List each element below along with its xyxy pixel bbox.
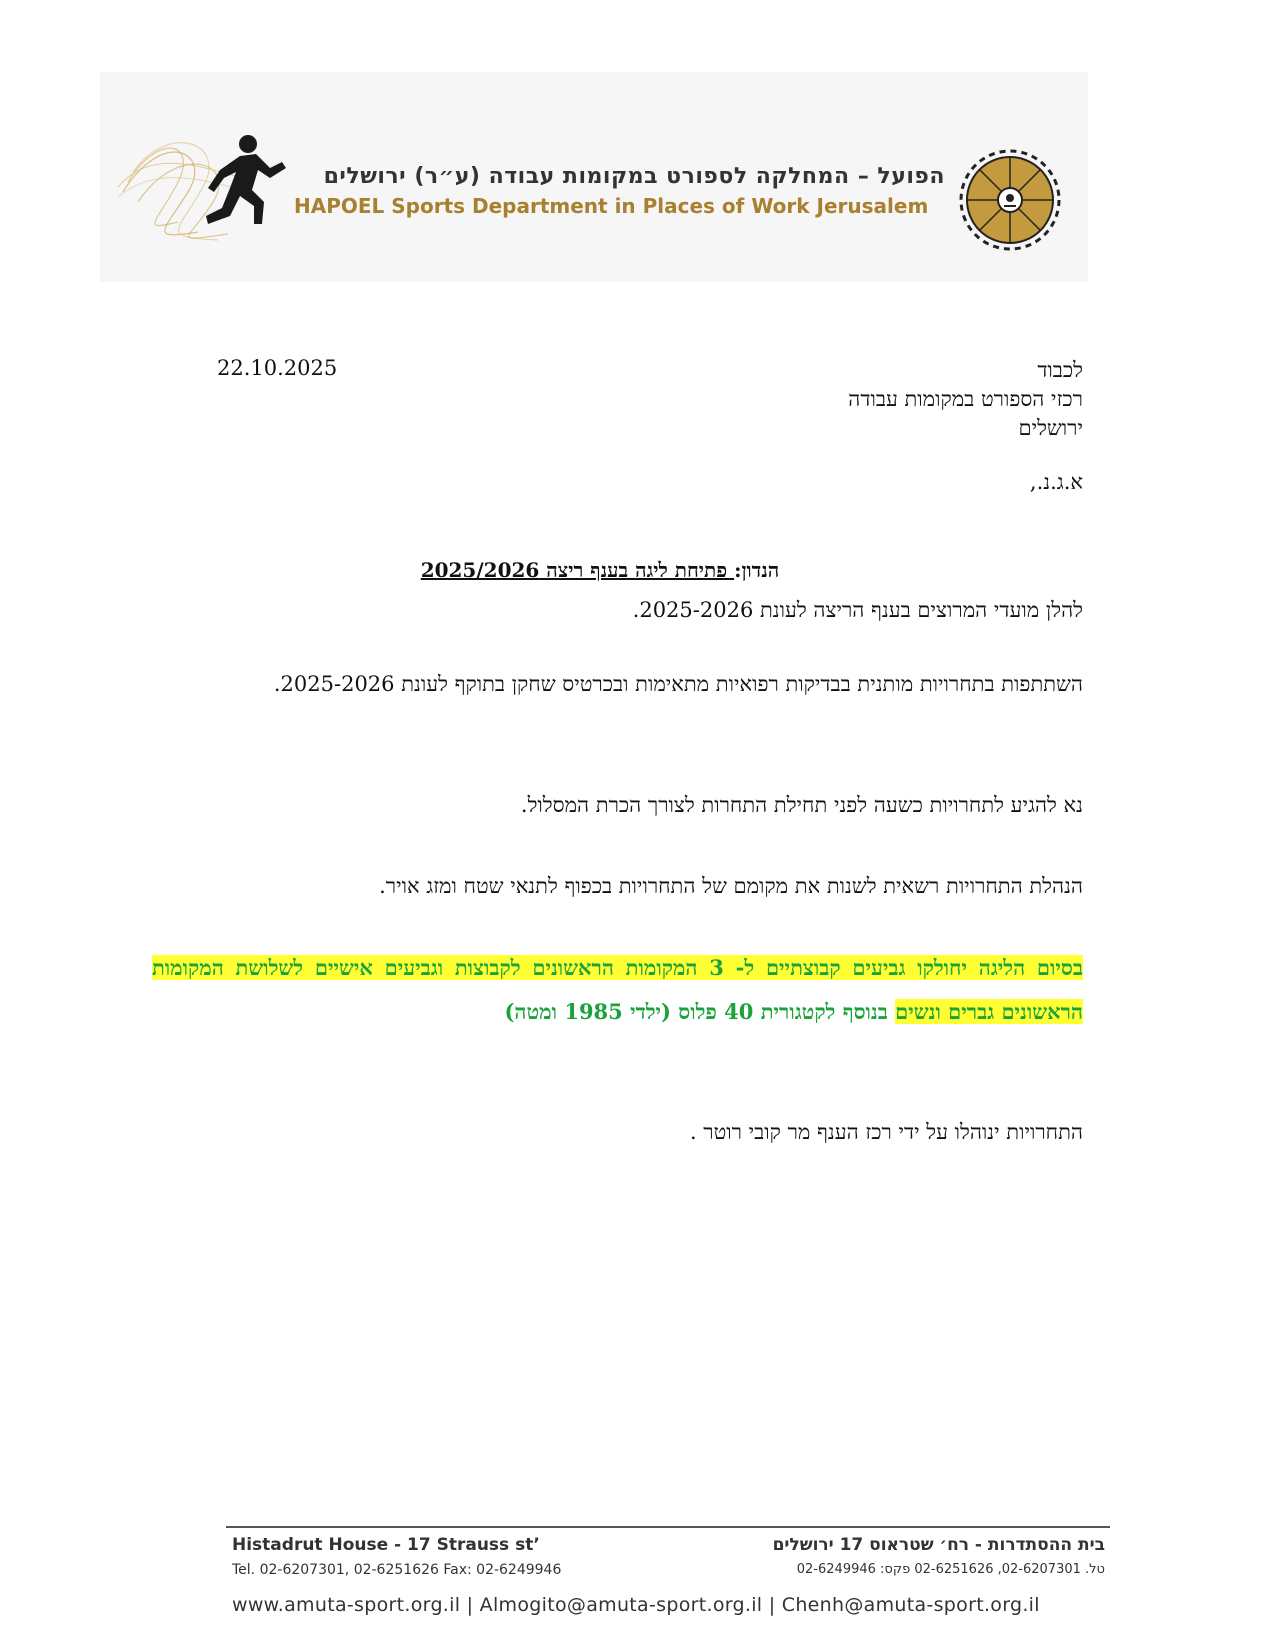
greeting: א.ג.נ., bbox=[1029, 470, 1083, 494]
paragraph-venue-change: הנהלת התחרויות רשאית לשנות את מקומם של התחרויות בכפוף לתנאי שטח ומזג אויר. bbox=[379, 874, 1083, 898]
runner-logo-icon bbox=[178, 132, 290, 244]
addressee-line: רכזי הספורט במקומות עבודה bbox=[848, 387, 1083, 411]
letter-date: 22.10.2025 bbox=[217, 356, 338, 380]
footer-phones-hebrew: טל. 02-6207301, 02-6251626 פקס: 02-6249946 bbox=[796, 1562, 1105, 1577]
subject-text: פתיחת ליגה בענף ריצה 2025/2026 bbox=[420, 558, 735, 582]
paragraph-trophies bbox=[152, 946, 1083, 1034]
paragraph-eligibility: השתתפות בתחרויות מותנית בבדיקות רפואיות מתאימות ובכרטיס שחקן בתוקף לעונת 2025-2026. bbox=[273, 672, 1083, 696]
header-title-english: HAPOEL Sports Department in Places of Work Jerusalem bbox=[294, 194, 929, 218]
hapoel-seal-icon bbox=[958, 148, 1062, 252]
addressee-block bbox=[848, 356, 1083, 443]
paragraph-schedule: להלן מועדי המרוצים בענף הריצה לעונת 2025-2026. bbox=[632, 598, 1083, 622]
footer-address-english: Histadrut House - 17 Strauss st’ bbox=[232, 1535, 540, 1555]
subject-prefix: הנדון: bbox=[734, 558, 780, 582]
footer-web-links[interactable]: www.amuta-sport.org.il | Almogito@amuta-sport.org.il | Chenh@amuta-sport.org.il bbox=[232, 1594, 1040, 1616]
addressee-line: לכבוד bbox=[1037, 358, 1083, 382]
addressee-line: ירושלים bbox=[1018, 416, 1083, 440]
trophies-category: בנוסף לקטגורית 40 פלוס (ילדי 1985 ומטה) bbox=[504, 999, 896, 1024]
footer-address-hebrew: בית ההסתדרות - רח׳ שטראוס 17 ירושלים bbox=[772, 1535, 1105, 1555]
subject-line bbox=[300, 558, 900, 583]
paragraph-arrival: נא להגיע לתחרויות כשעה לפני תחילת התחרות לצורך הכרת המסלול. bbox=[520, 793, 1083, 817]
trophies-highlight: בסיום הליגה יחולקו גביעים קבוצתיים ל- 3 המקומות הראשונים לקבוצות וגביעים אישיים לשלושת המקומות הראשונים גברים ונשים bbox=[152, 955, 1083, 1024]
footer-phones-english: Tel. 02-6207301, 02-6251626 Fax: 02-6249946 bbox=[232, 1562, 562, 1578]
footer-divider bbox=[226, 1526, 1110, 1528]
paragraph-management: התחרויות ינוהלו על ידי רכז הענף מר קובי רוטר . bbox=[689, 1120, 1083, 1144]
header-title-hebrew: הפועל – המחלקה לספורט במקומות עבודה (ע״ר) ירושלים bbox=[323, 164, 945, 189]
